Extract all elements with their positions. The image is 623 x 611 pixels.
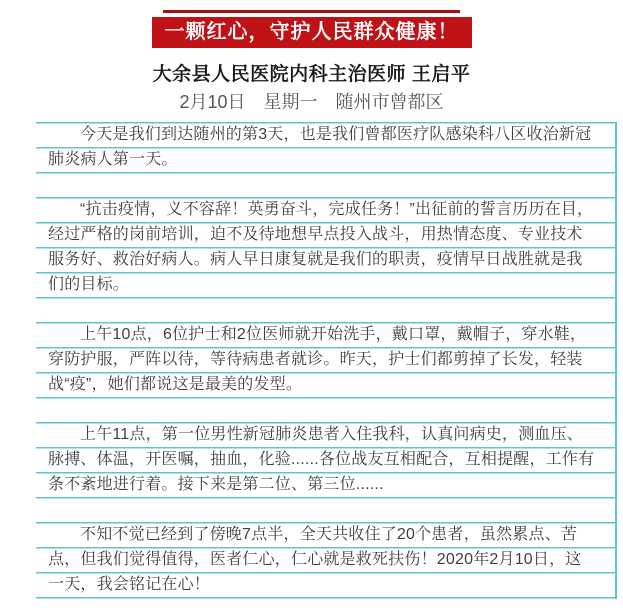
paragraph-line: 战“疫”，她们都说这是最美的发型。 [48, 376, 303, 393]
paragraph-line: 穿防护服，严阵以待，等待病患者就诊。昨天，护士们都剪掉了长发，轻装 [48, 351, 583, 368]
paragraph-line: 不知不觉已经到了傍晚7点半，全天共收住了20个患者，虽然累点、苦 [80, 526, 578, 543]
paragraph-line: 经过严格的岗前培训，迫不及待地想早点投入战斗，用热情态度、专业技术 [48, 226, 583, 243]
banner [0, 0, 623, 48]
paragraph-line: 上午11点，第一位男性新冠肺炎患者入住我科，认真问病史，测血压、 [80, 426, 584, 443]
paragraph [48, 522, 597, 597]
paragraph-line: “抗击疫情，义不容辞！英勇奋斗，完成任务！”出征前的誓言历历在目， [80, 201, 594, 218]
paragraph [48, 322, 597, 397]
paragraph-line: 一天，我会铭记在心！ [48, 576, 211, 593]
paragraph [48, 197, 597, 297]
ruled-paper [36, 122, 617, 599]
paragraph-line: 服务好、救治好病人。病人早日康复就是我们的职责，疫情早日战胜就是我 [48, 251, 583, 268]
paragraph [48, 422, 597, 497]
paragraph-line: 点，但我们觉得值得，医者仁心，仁心就是救死扶伤！2020年2月10日，这 [48, 551, 582, 568]
paragraph-line: 条不紊地进行着。接下来是第二位、第三位...... [48, 476, 384, 493]
paragraph-line: 上午10点，6位护士和2位医师就开始洗手，戴口罩，戴帽子，穿水鞋， [80, 326, 587, 343]
paragraph-line: 们的目标。 [48, 276, 130, 293]
paragraph-line: 今天是我们到达随州的第3天，也是我们曾都医疗队感染科八区收治新冠 [80, 126, 592, 143]
paragraph [48, 122, 597, 172]
paragraph-line: 脉搏、体温，开医嘱，抽血，化验......各位战友互相配合，互相提醒，工作有 [48, 451, 595, 468]
banner-title: 一颗红心，守护人民群众健康！ [152, 17, 472, 48]
article-author-title: 大余县人民医院内科主治医师 王启平 [152, 64, 471, 85]
banner-top-strip [163, 10, 460, 13]
paragraph-line: 肺炎病人第一天。 [48, 151, 178, 168]
date-location-line: 2月10日 星期一 随州市曾都区 [179, 92, 444, 112]
